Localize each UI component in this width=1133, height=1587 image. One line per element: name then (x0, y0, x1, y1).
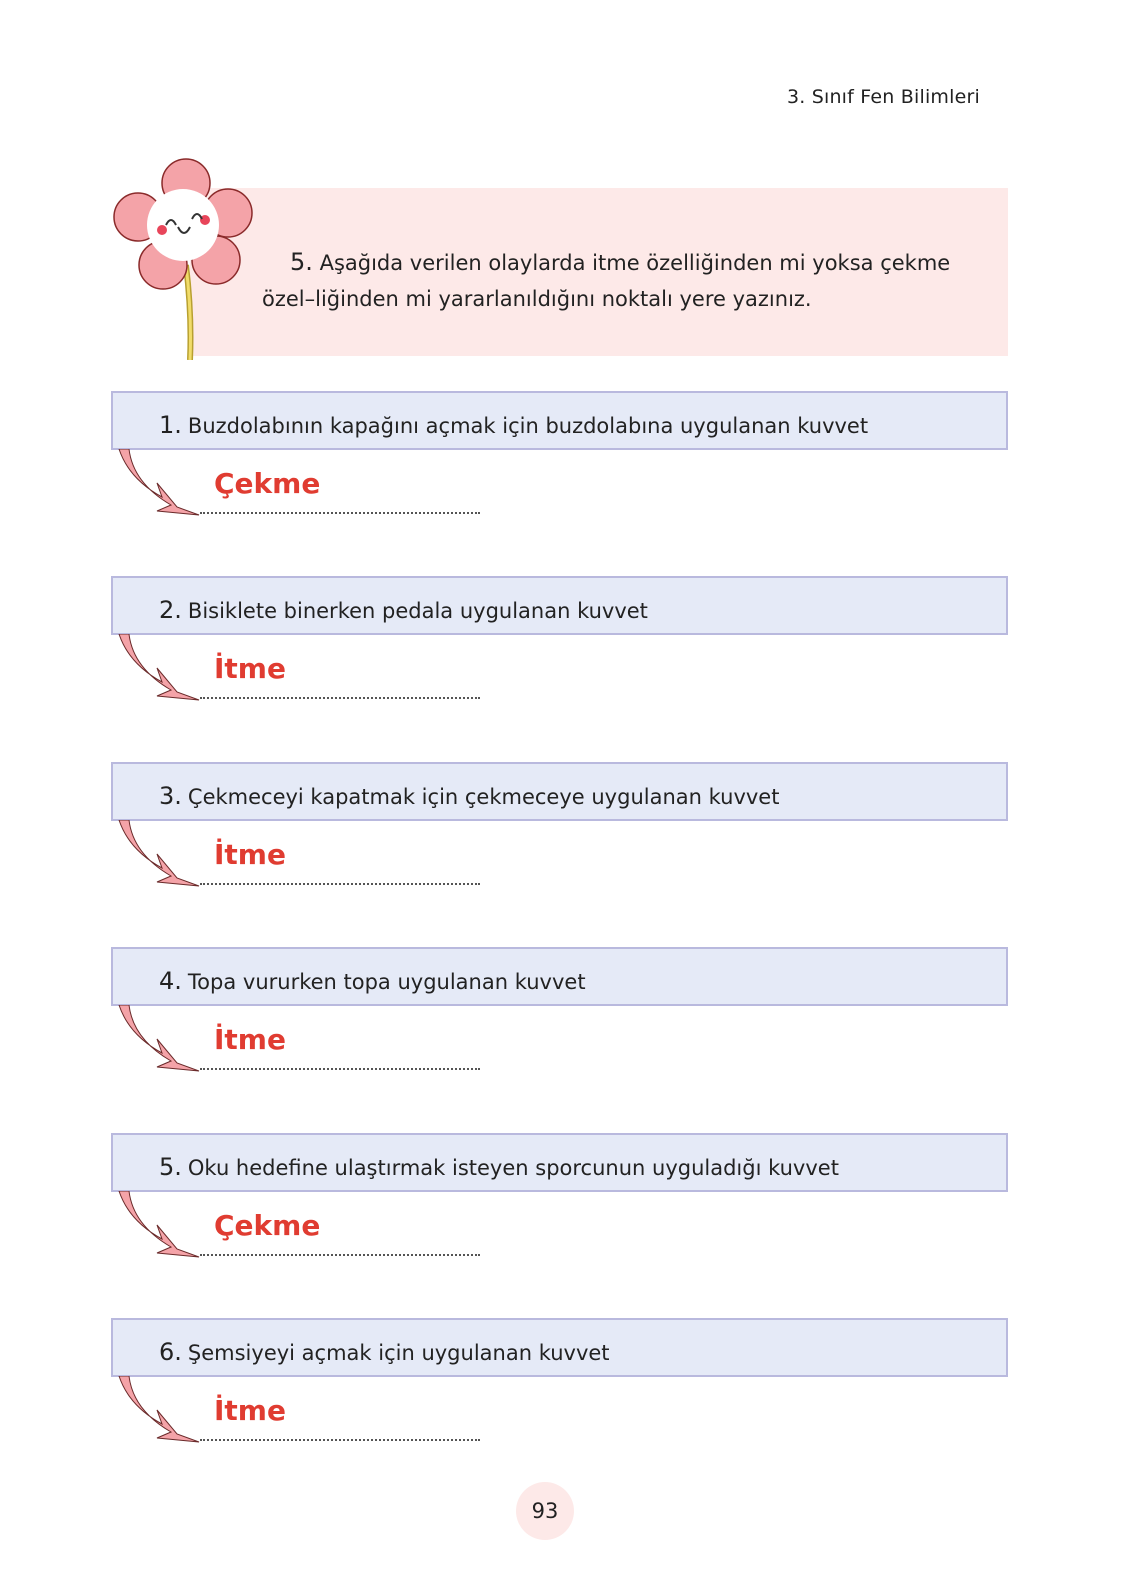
curved-arrow-icon (117, 1005, 207, 1075)
question-item (111, 391, 1008, 577)
curved-arrow-icon (117, 820, 207, 890)
answer-line[interactable] (200, 1254, 480, 1256)
answer-line[interactable] (200, 883, 480, 885)
answer-text: Çekme (214, 467, 321, 500)
question-box (111, 947, 1008, 1006)
question-text: 2. Bisiklete binerken pedala uygulanan kuvvet (159, 596, 648, 625)
answer-text: İtme (214, 1394, 286, 1427)
page-number: 93 (516, 1482, 574, 1540)
question-text: 3. Çekmeceyi kapatmak için çekmeceye uygulanan kuvvet (159, 781, 780, 810)
question-text: 1. Buzdolabının kapağını açmak için buzdolabına uygulanan kuvvet (159, 411, 869, 439)
curved-arrow-icon (117, 1191, 207, 1261)
answer-text: İtme (214, 837, 286, 871)
question-text: 4. Topa vururken topa uygulanan kuvvet (159, 967, 586, 996)
curved-arrow-icon (117, 1376, 207, 1446)
curved-arrow-icon (117, 634, 207, 704)
question-text: 6. Şemsiyeyi açmak için uygulanan kuvvet (159, 1338, 610, 1366)
flower-icon (108, 155, 253, 360)
instruction-text: 5. Aşağıda verilen olaylarda itme özelliğinden mi yoksa çekme özel–liğinden mi yararlanıldığını noktalı yere yazınız. (262, 248, 951, 311)
subject-header: 3. Sınıf Fen Bilimleri (786, 86, 980, 108)
answer-text: İtme (214, 1023, 286, 1057)
answer-line[interactable] (200, 697, 480, 699)
question-item (111, 762, 1008, 948)
question-box (111, 1133, 1008, 1192)
answer-text: Çekme (214, 1208, 321, 1242)
answer-line[interactable] (200, 512, 480, 514)
question-item (111, 1133, 1008, 1319)
answer-line[interactable] (200, 1439, 480, 1441)
question-box (111, 762, 1008, 821)
question-text: 5. Oku hedefine ulaştırmak isteyen sporcunun uyguladığı kuvvet (159, 1152, 839, 1181)
question-box (111, 391, 1008, 450)
curved-arrow-icon (117, 449, 207, 519)
answer-text: İtme (214, 652, 286, 686)
question-item (111, 947, 1008, 1133)
question-box (111, 576, 1008, 635)
answer-line[interactable] (200, 1068, 480, 1070)
question-box (111, 1318, 1008, 1377)
question-item (111, 576, 1008, 762)
question-item (111, 1318, 1008, 1504)
